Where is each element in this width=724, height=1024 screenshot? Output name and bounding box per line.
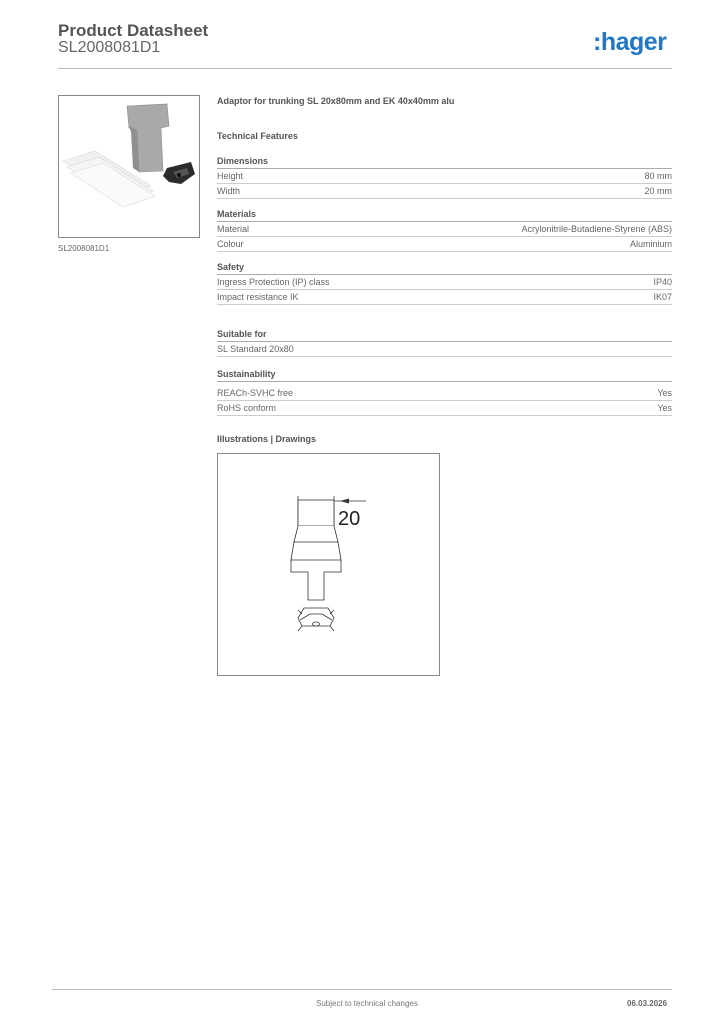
illustrations-heading: Illustrations | Drawings <box>217 434 317 444</box>
spec-label: Height <box>217 171 244 181</box>
spec-value: IP40 <box>653 277 672 287</box>
header-divider <box>58 68 672 69</box>
spec-value: Yes <box>657 403 672 413</box>
technical-features-heading: Technical Features <box>217 131 298 141</box>
page-title: Product Datasheet <box>58 21 209 40</box>
spec-label: Material <box>217 224 250 234</box>
materials-section <box>217 208 672 252</box>
technical-drawing-image <box>218 454 439 675</box>
footer-divider <box>52 989 672 990</box>
spec-label: RoHS conform <box>217 403 277 413</box>
product-photo <box>58 95 200 238</box>
section-title: Sustainability <box>217 368 672 382</box>
spec-row <box>217 275 672 290</box>
technical-drawing <box>217 453 440 676</box>
footer-note: Subject to technical changes <box>316 999 418 1008</box>
spec-row <box>217 401 672 416</box>
spec-value: Aluminium <box>629 239 672 249</box>
section-title: Dimensions <box>217 155 672 169</box>
hager-logo: :hager <box>593 28 667 56</box>
spec-label: REACh-SVHC free <box>217 388 294 398</box>
spec-row <box>217 184 672 199</box>
spec-row <box>217 222 672 237</box>
section-title: Safety <box>217 261 672 275</box>
section-title: Suitable for <box>217 328 672 342</box>
spec-label: Impact resistance IK <box>217 292 299 302</box>
spec-row <box>217 237 672 252</box>
footer-date: 06.03.2026 <box>627 999 668 1008</box>
sustainability-section <box>217 368 672 416</box>
safety-section <box>217 261 672 305</box>
spec-value: 20 mm <box>644 186 672 196</box>
spec-value: IK07 <box>653 292 672 302</box>
spec-label: Width <box>217 186 241 196</box>
product-description: Adaptor for trunking SL 20x80mm and EK 40x40mm alu <box>217 96 455 106</box>
suitable-for-section <box>217 328 672 357</box>
spec-label: Ingress Protection (IP) class <box>217 277 330 287</box>
dimensions-section <box>217 155 672 199</box>
spec-row <box>217 169 672 184</box>
spec-row <box>217 386 672 401</box>
spec-row <box>217 342 672 357</box>
product-photo-image <box>59 96 199 237</box>
spec-value: Yes <box>657 388 672 398</box>
spec-label: SL Standard 20x80 <box>217 344 294 354</box>
spec-row <box>217 290 672 305</box>
spec-label: Colour <box>217 239 244 249</box>
spec-value: Acrylonitrile-Butadiene-Styrene (ABS) <box>521 224 672 234</box>
photo-caption: SL2008081D1 <box>58 244 110 253</box>
section-title: Materials <box>217 208 672 222</box>
spec-value: 80 mm <box>644 171 672 181</box>
dimension-label: 20 <box>338 508 361 530</box>
product-code: SL2008081D1 <box>58 39 161 56</box>
